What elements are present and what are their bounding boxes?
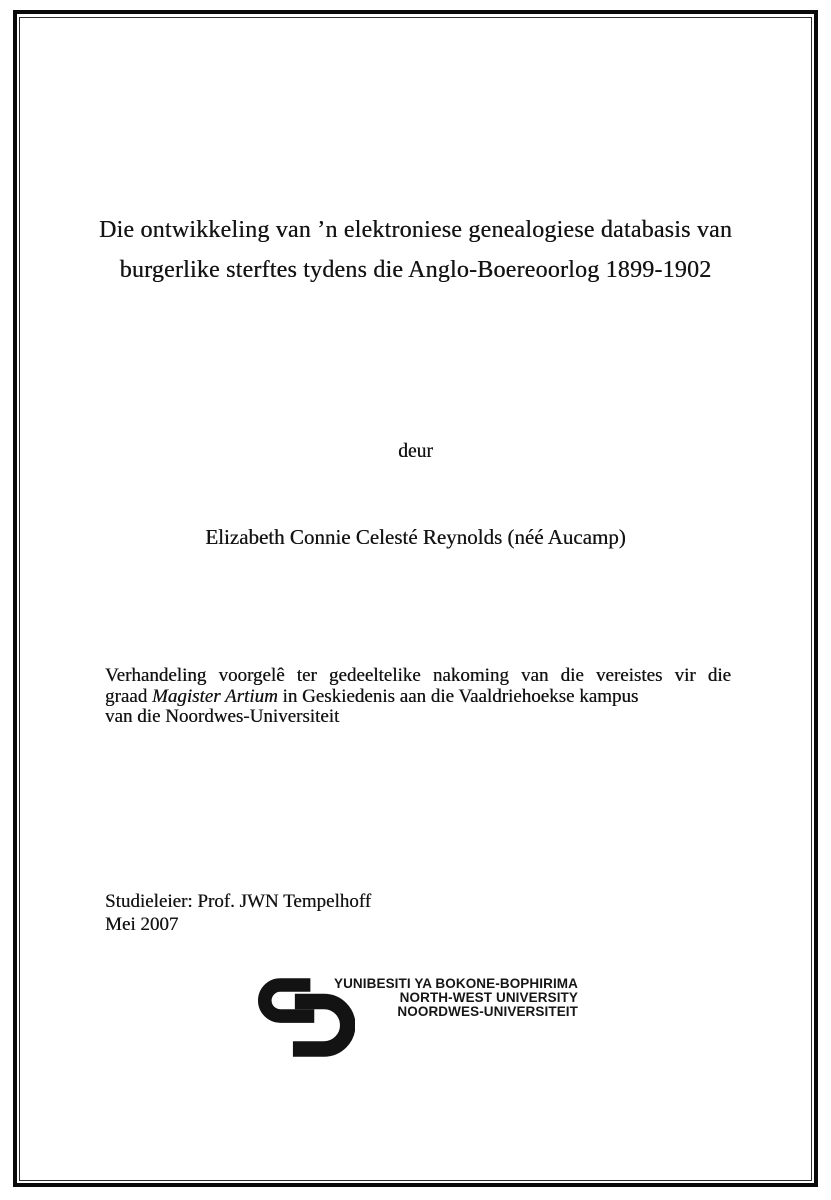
submission-note	[105, 666, 731, 728]
supervisor-line: Studieleier: Prof. JWN Tempelhoff	[105, 891, 372, 912]
degree-text-suffix: in Geskiedenis aan die Vaaldriehoekse kampus	[277, 685, 639, 707]
university-name-block	[334, 977, 578, 1019]
author-name: Elizabeth Connie Celesté Reynolds (néé Aucamp)	[205, 525, 626, 549]
university-name-english: NORTH-WEST UNIVERSITY	[399, 990, 578, 1005]
thesis-title-line-1: Die ontwikkeling van ’n elektroniese genealogiese databasis van	[98, 217, 733, 243]
university-name-afrikaans: NOORDWES-UNIVERSITEIT	[397, 1004, 578, 1019]
university-name-setswana: YUNIBESITI YA BOKONE-BOPHIRIMA	[333, 976, 578, 991]
degree-text-prefix: graad	[105, 685, 152, 707]
submission-note-line-3: van die Noordwes-Universiteit	[105, 706, 340, 727]
byline-preposition: deur	[398, 441, 433, 462]
date-line: Mei 2007	[105, 914, 179, 935]
thesis-title	[70, 210, 761, 290]
degree-name-italic: Magister Artium	[151, 685, 278, 707]
submission-note-line-2	[105, 687, 731, 708]
submission-note-line-1: Verhandeling voorgelê ter gedeeltelike nakoming van die vereistes vir die	[105, 665, 731, 686]
supervisor-and-date	[105, 890, 371, 936]
university-logo	[258, 976, 578, 1060]
thesis-title-line-2: burgerlike sterftes tydens die Anglo-Boereoorlog 1899-1902	[119, 257, 712, 283]
